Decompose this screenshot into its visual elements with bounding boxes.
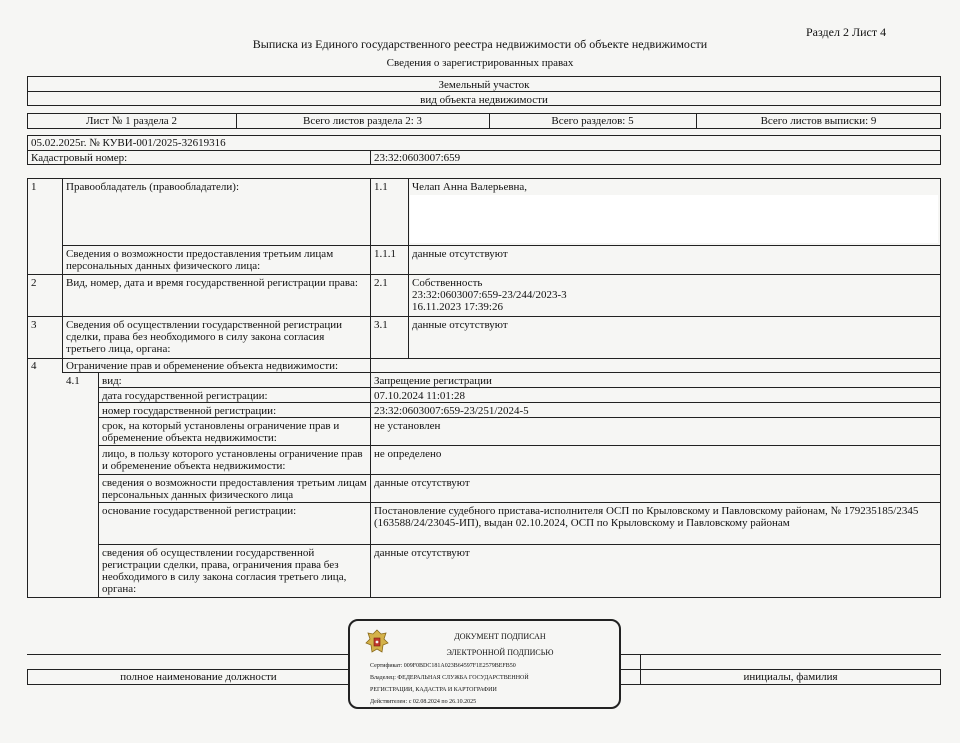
row-1-1-1-value: данные отсутствуют xyxy=(412,248,508,260)
right-reg-datetime: 16.11.2023 17:39:26 xyxy=(412,301,503,313)
right-holder-name: Челап Анна Валерьевна, xyxy=(412,181,528,193)
restriction-regnum-label: номер государственной регистрации: xyxy=(102,405,277,417)
e-signature-stamp xyxy=(348,619,621,709)
restriction-beneficiary-value: не определено xyxy=(374,448,442,460)
stamp-validity: Действителен: с 02.08.2024 по 26.10.2025 xyxy=(370,699,477,705)
total-section-sheets: Всего листов раздела 2: 3 xyxy=(302,115,423,127)
restriction-personal-data-label: сведения о возможности предоставления третьим лицам персональных данных физического лица xyxy=(102,477,367,501)
stamp-line-1: ДОКУМЕНТ ПОДПИСАН xyxy=(454,632,546,641)
total-extract-sheets: Всего листов выписки: 9 xyxy=(760,115,877,127)
object-type-caption: вид объекта недвижимости xyxy=(420,94,548,106)
row-2-number: 2 xyxy=(31,277,37,289)
redacted-area xyxy=(410,195,938,243)
row-2-label: Вид, номер, дата и время государственной регистрации права: xyxy=(66,277,358,289)
row-4-label: Ограничение прав и обременение объекта недвижимости: xyxy=(66,360,339,372)
restriction-basis-label: основание государственной регистрации: xyxy=(102,505,297,517)
restriction-consent-value: данные отсутствуют xyxy=(374,547,470,559)
row-1-label: Правообладатель (правообладатели): xyxy=(66,181,240,193)
row-1-number: 1 xyxy=(31,181,37,193)
row-1-subnumber: 1.1 xyxy=(374,181,388,193)
row-2-subnumber: 2.1 xyxy=(374,277,388,289)
stamp-owner-line-1: Владелец: ФЕДЕРАЛЬНАЯ СЛУЖБА ГОСУДАРСТВЕННОЙ xyxy=(370,675,529,681)
row-4-number: 4 xyxy=(31,360,37,372)
stamp-owner-line-2: РЕГИСТРАЦИИ, КАДАСТРА И КАРТОГРАФИИ xyxy=(370,687,497,693)
row-3-subnumber: 3.1 xyxy=(374,319,388,331)
restriction-term-value: не установлен xyxy=(374,420,441,432)
stamp-line-2: ЭЛЕКТРОННОЙ ПОДПИСЬЮ xyxy=(446,648,554,657)
stamp-certificate: Сертификат: 009F0BDC181A023B64597F1E2579BEFB50 xyxy=(370,663,516,669)
total-sections: Всего разделов: 5 xyxy=(551,115,634,127)
page-title: Выписка из Единого государственного реестра недвижимости об объекте недвижимости xyxy=(252,37,708,51)
row-1-1-1-subnumber: 1.1.1 xyxy=(374,248,396,260)
row-3-label: Сведения об осуществлении государственной регистрации сделки, права без необходимого в силу закона согласия третьего лица, органа: xyxy=(66,319,343,355)
restriction-date-value: 07.10.2024 11:01:28 xyxy=(374,390,465,402)
extract-number: 05.02.2025г. № КУВИ-001/2025-32619316 xyxy=(31,137,226,149)
page-subtitle: Сведения о зарегистрированных правах xyxy=(386,57,574,69)
initials-caption: инициалы, фамилия xyxy=(743,671,838,683)
right-reg-number: 23:32:0603007:659-23/244/2023-3 xyxy=(412,289,567,301)
restriction-kind-value: Запрещение регистрации xyxy=(374,375,492,387)
restriction-consent-label: сведения об осуществлении государственной регистрации сделки, права, ограничения права без необходимого в силу закона согласия третьего лица, органа: xyxy=(102,547,347,595)
restriction-term-label: срок, на который установлены ограничение прав и обременение объекта недвижимости: xyxy=(102,420,340,444)
restriction-regnum-value: 23:32:0603007:659-23/251/2024-5 xyxy=(374,405,529,417)
restriction-basis-value: Постановление судебного пристава-исполнителя ОСП по Крыловскому и Павловскому районам, № 179235185/2345 (163588/24/23045-ИП), выдан 02.10.2024, ОСП по Крыловскому и Павловскому районам xyxy=(374,505,919,529)
right-type: Собственность xyxy=(412,277,483,289)
object-type: Земельный участок xyxy=(438,79,530,91)
coat-of-arms-icon xyxy=(362,627,392,657)
row-4-subnumber: 4.1 xyxy=(66,375,80,387)
cadastral-label: Кадастровый номер: xyxy=(31,152,128,164)
section-sheet-label: Раздел 2 Лист 4 xyxy=(806,25,887,39)
sheet-number: Лист № 1 раздела 2 xyxy=(86,115,177,127)
restriction-beneficiary-label: лицо, в пользу которого установлены ограничение прав и обременение объекта недвижимости: xyxy=(102,448,363,472)
row-1-1-1-label: Сведения о возможности предоставления третьим лицам персональных данных физического лица: xyxy=(66,248,334,272)
restriction-personal-data-value: данные отсутствуют xyxy=(374,477,470,489)
restriction-kind-label: вид: xyxy=(102,375,122,387)
row-3-number: 3 xyxy=(31,319,37,331)
cadastral-number: 23:32:0603007:659 xyxy=(374,152,461,164)
position-caption: полное наименование должности xyxy=(120,671,277,683)
row-3-value: данные отсутствуют xyxy=(412,319,508,331)
restriction-date-label: дата государственной регистрации: xyxy=(102,390,268,402)
